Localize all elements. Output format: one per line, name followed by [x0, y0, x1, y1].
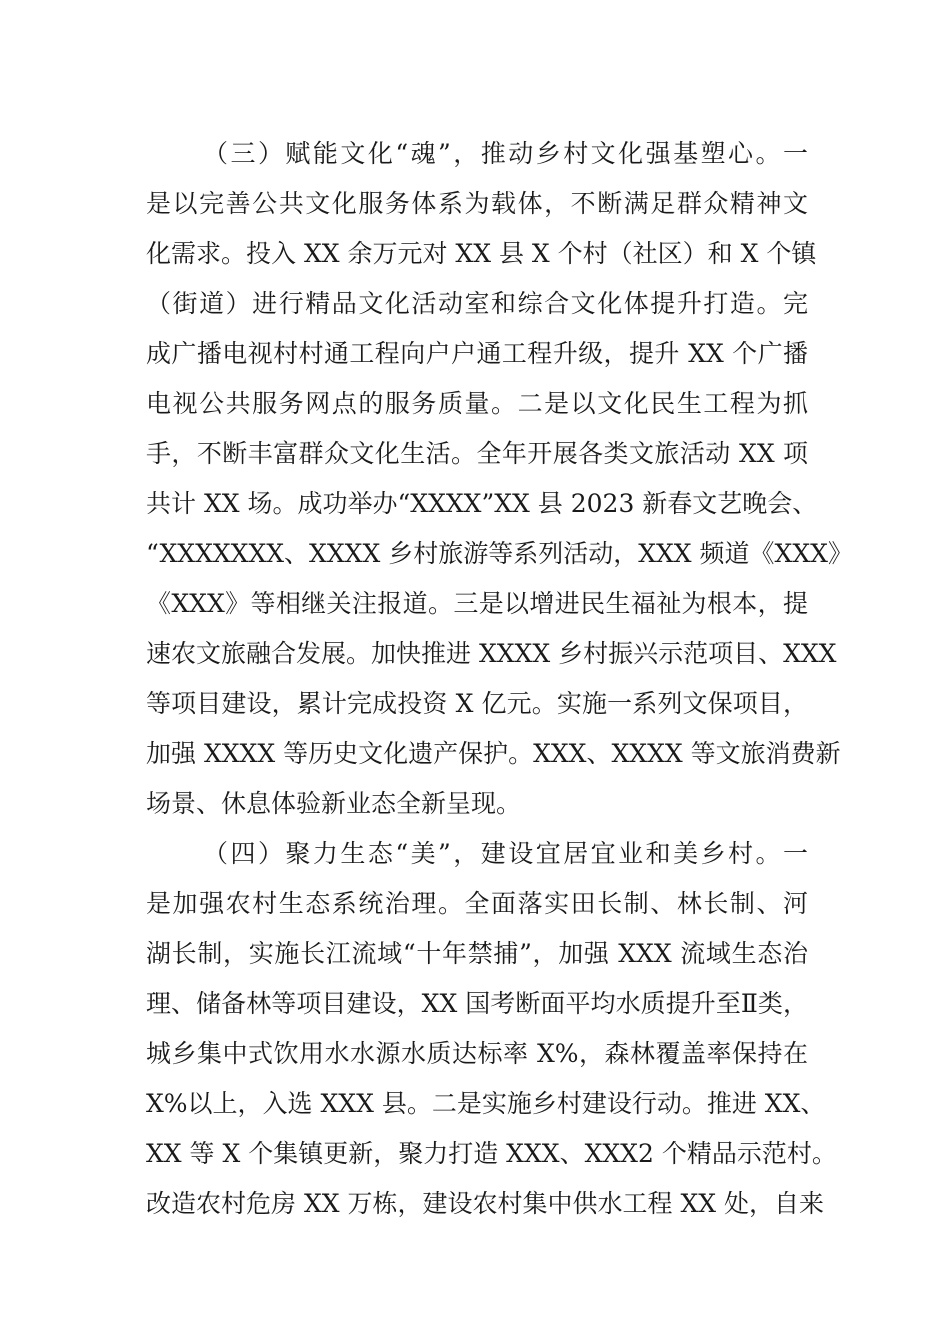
text-line: XX 等 X 个集镇更新，聚力打造 XXX、XXX2 个精品示范村。: [146, 1139, 837, 1168]
text-line: 电视公共服务网点的服务质量。二是以文化民生工程为抓: [146, 389, 808, 418]
text-line: 加强 XXXX 等历史文化遗产保护。XXX、XXXX 等文旅消费新: [146, 739, 841, 768]
text-line: 城乡集中式饮用水水源水质达标率 X%，森林覆盖率保持在: [146, 1039, 808, 1068]
text-line: 成广播电视村村通工程向户户通工程升级，提升 XX 个广播: [146, 339, 808, 368]
text-line: （三）赋能文化“魂”，推动乡村文化强基塑心。一: [203, 139, 808, 168]
text-line: 湖长制，实施长江流域“十年禁捕”，加强 XXX 流域生态治: [146, 939, 808, 968]
text-line: （街道）进行精品文化活动室和综合文化体提升打造。完: [146, 289, 808, 318]
text-line: 理、储备林等项目建设，XX 国考断面平均水质提升至Ⅱ类，: [146, 989, 808, 1018]
text-line: （四）聚力生态“美”，建设宜居宜业和美乡村。一: [203, 839, 808, 868]
text-line: 改造农村危房 XX 万栋，建设农村集中供水工程 XX 处，自来: [146, 1189, 824, 1218]
text-line: “XXXXXXX、XXXX 乡村旅游等系列活动，XXX 频道《XXX》: [146, 539, 853, 568]
text-line: 速农文旅融合发展。加快推进 XXXX 乡村振兴示范项目、XXX: [146, 639, 837, 668]
text-line: 共计 XX 场。成功举办“XXXX”XX 县 2023 新春文艺晚会、: [146, 489, 818, 518]
text-line: 化需求。投入 XX 余万元对 XX 县 X 个村（社区）和 X 个镇: [146, 239, 817, 268]
text-line: 是加强农村生态系统治理。全面落实田长制、林长制、河: [146, 889, 808, 918]
text-line: 《XXX》等相继关注报道。三是以增进民生福祉为根本，提: [146, 589, 808, 618]
text-line: X%以上，入选 XXX 县。二是实施乡村建设行动。推进 XX、: [146, 1089, 826, 1118]
text-line: 场景、休息体验新业态全新呈现。: [146, 789, 522, 818]
text-line: 是以完善公共文化服务体系为载体，不断满足群众精神文: [146, 189, 808, 218]
text-line: 手，不断丰富群众文化生活。全年开展各类文旅活动 XX 项: [146, 439, 808, 468]
text-line: 等项目建设，累计完成投资 X 亿元。实施一系列文保项目，: [146, 689, 808, 718]
